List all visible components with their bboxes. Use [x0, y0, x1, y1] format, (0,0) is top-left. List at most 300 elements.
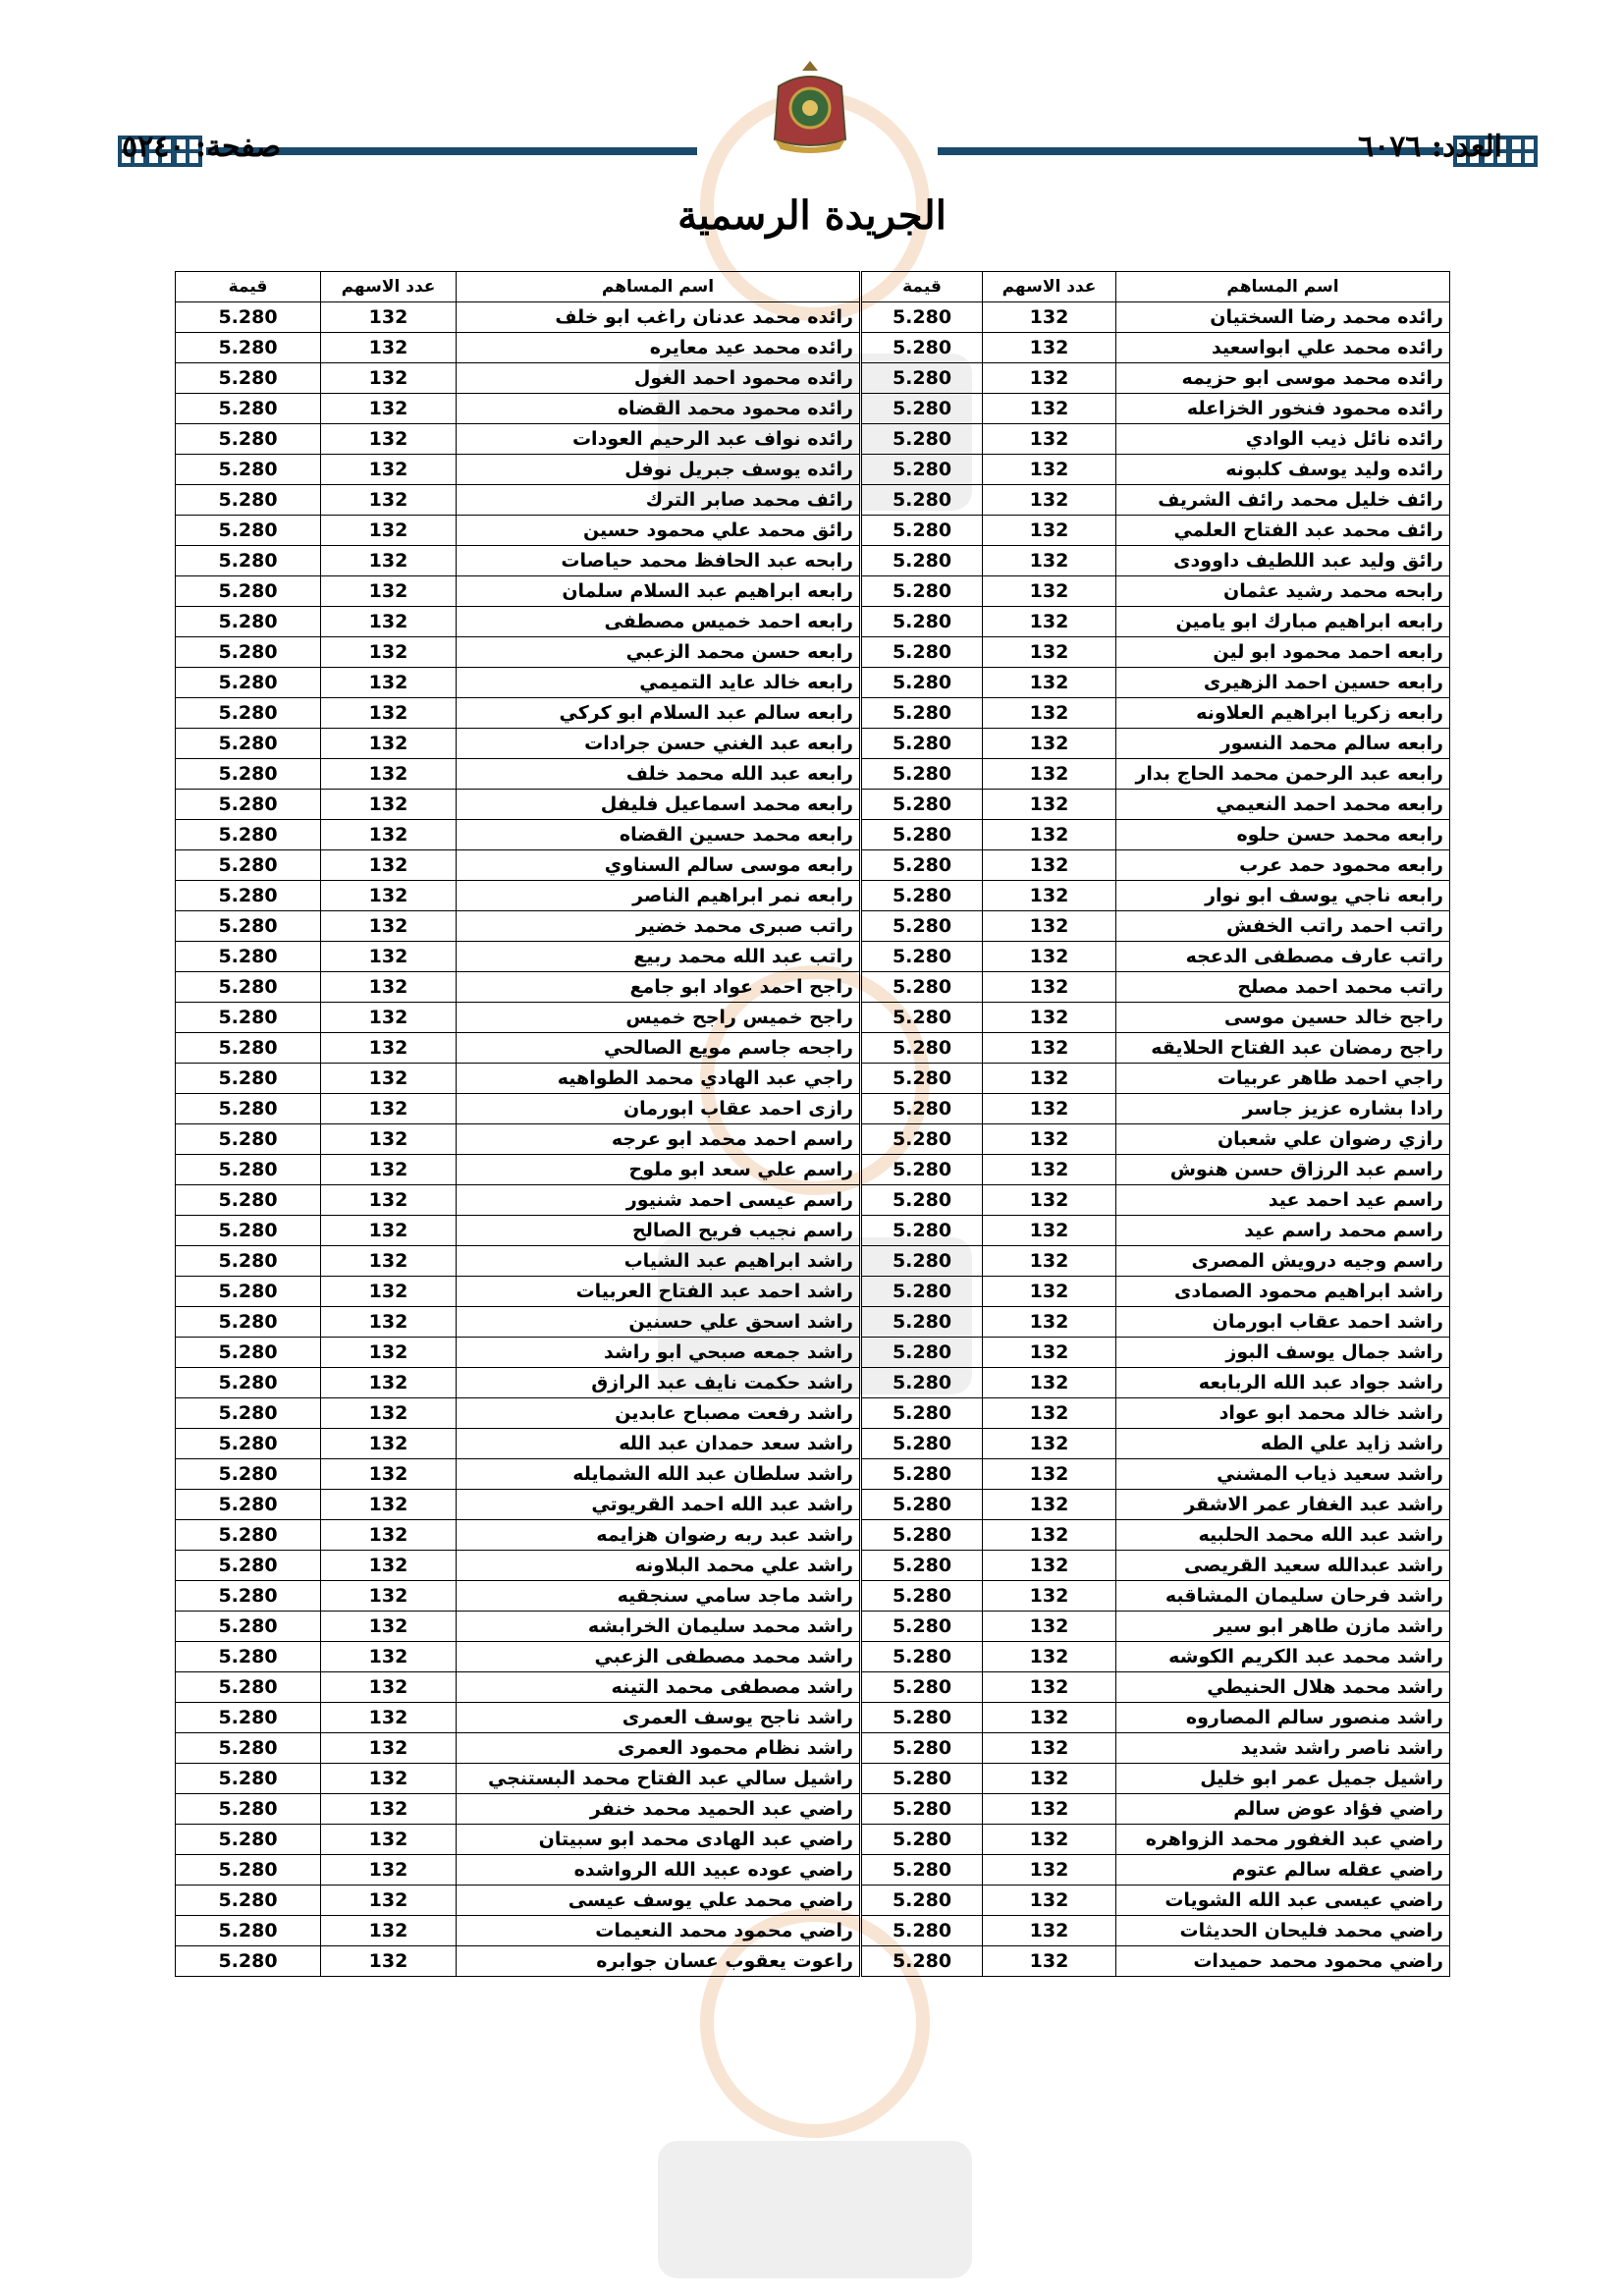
share-count: 132 [983, 1155, 1116, 1185]
share-count: 132 [321, 1612, 457, 1642]
share-count: 132 [983, 1094, 1116, 1124]
share-count: 132 [983, 546, 1116, 576]
share-value: 5.280 [861, 1459, 983, 1490]
share-value: 5.280 [176, 942, 321, 972]
shareholder-name: رابعه ابراهيم مبارك ابو يامين [1116, 607, 1450, 637]
table-row [176, 850, 1450, 881]
shareholder-name: راضي محمد علي يوسف عيسى [457, 1886, 861, 1916]
shareholder-name: رابعه زكريا ابراهيم العلاونه [1116, 698, 1450, 729]
share-count: 132 [983, 333, 1116, 363]
share-count: 132 [321, 1703, 457, 1733]
shareholder-name: رابعه عبد الرحمن محمد الحاج بدار [1116, 759, 1450, 790]
shareholder-name: راجي احمد طاهر عربيات [1116, 1064, 1450, 1094]
table-row [176, 881, 1450, 911]
table-row [176, 1672, 1450, 1703]
share-count: 132 [983, 1398, 1116, 1429]
shareholder-name: راشد رفعت مصباح عابدين [457, 1398, 861, 1429]
shareholder-name: رائف محمد صابر الترك [457, 485, 861, 516]
share-count: 132 [321, 1581, 457, 1612]
share-value: 5.280 [861, 1825, 983, 1855]
share-value: 5.280 [861, 394, 983, 424]
share-value: 5.280 [176, 1003, 321, 1033]
share-count: 132 [321, 820, 457, 850]
shareholder-name: راشد اسحق علي حسنين [457, 1307, 861, 1338]
shareholder-name: راسم محمد راسم عيد [1116, 1216, 1450, 1246]
share-value: 5.280 [176, 759, 321, 790]
share-value: 5.280 [861, 1733, 983, 1764]
share-count: 132 [321, 302, 457, 333]
table-row [176, 1277, 1450, 1307]
share-value: 5.280 [176, 1246, 321, 1277]
share-value: 5.280 [176, 1368, 321, 1398]
shareholder-name: راشد محمد سليمان الخرابشه [457, 1612, 861, 1642]
shareholder-name: راضي عبد الغفور محمد الزواهره [1116, 1825, 1450, 1855]
share-count: 132 [983, 1003, 1116, 1033]
shareholder-name: راجح خالد حسين موسى [1116, 1003, 1450, 1033]
share-value: 5.280 [861, 363, 983, 394]
share-value: 5.280 [861, 790, 983, 820]
table-row [176, 1216, 1450, 1246]
share-value: 5.280 [861, 1916, 983, 1946]
share-value: 5.280 [176, 698, 321, 729]
share-value: 5.280 [176, 1490, 321, 1520]
share-value: 5.280 [176, 972, 321, 1003]
share-value: 5.280 [176, 790, 321, 820]
shareholder-name: راشد علي محمد البلاونه [457, 1551, 861, 1581]
share-count: 132 [983, 1124, 1116, 1155]
share-value: 5.280 [861, 1946, 983, 1977]
share-value: 5.280 [176, 1307, 321, 1338]
shareholder-name: راتب عبد الله محمد ربيع [457, 942, 861, 972]
shareholder-name: راشد خالد محمد ابو عواد [1116, 1398, 1450, 1429]
share-count: 132 [321, 1490, 457, 1520]
share-value: 5.280 [861, 1581, 983, 1612]
shareholder-name: راجح خميس راجح خميس [457, 1003, 861, 1033]
share-count: 132 [983, 485, 1116, 516]
share-value: 5.280 [861, 911, 983, 942]
shareholder-name: راتب محمد احمد مصلح [1116, 972, 1450, 1003]
table-row [176, 1794, 1450, 1825]
shareholder-name: راسم عيد احمد عيد [1116, 1185, 1450, 1216]
share-value: 5.280 [176, 1155, 321, 1185]
shareholder-name: راشد محمد عبد الكريم الكوشه [1116, 1642, 1450, 1672]
table-row [176, 790, 1450, 820]
share-value: 5.280 [176, 576, 321, 607]
table-row [176, 1825, 1450, 1855]
share-value: 5.280 [861, 1246, 983, 1277]
share-count: 132 [321, 1520, 457, 1551]
table-row [176, 333, 1450, 363]
table-row [176, 1124, 1450, 1155]
table-row [176, 637, 1450, 668]
share-count: 132 [983, 1551, 1116, 1581]
shareholder-name: راشد جمعه صبحي ابو راشد [457, 1338, 861, 1368]
table-row [176, 1246, 1450, 1277]
share-value: 5.280 [861, 820, 983, 850]
shareholder-name: رابعه محمد اسماعيل فليفل [457, 790, 861, 820]
shareholder-name: راضي فؤاد عوض سالم [1116, 1794, 1450, 1825]
shareholder-name: راتب احمد راتب الخفش [1116, 911, 1450, 942]
share-value: 5.280 [861, 668, 983, 698]
share-value: 5.280 [176, 1398, 321, 1429]
shareholder-name: راضي عيسى عبد الله الشويات [1116, 1886, 1450, 1916]
share-value: 5.280 [861, 424, 983, 455]
share-count: 132 [321, 1886, 457, 1916]
shareholder-name: رابعه حسن محمد الزعبي [457, 637, 861, 668]
shareholder-name: راشيل جميل عمر ابو خليل [1116, 1764, 1450, 1794]
share-count: 132 [321, 1124, 457, 1155]
shareholder-name: رابعه سالم عبد السلام ابو كركي [457, 698, 861, 729]
share-count: 132 [321, 729, 457, 759]
share-count: 132 [321, 637, 457, 668]
shareholder-name: راشد ناجح يوسف العمرى [457, 1703, 861, 1733]
share-value: 5.280 [176, 1429, 321, 1459]
share-count: 132 [983, 1764, 1116, 1794]
share-value: 5.280 [176, 668, 321, 698]
table-row [176, 729, 1450, 759]
table-row [176, 1946, 1450, 1977]
share-count: 132 [983, 1886, 1116, 1916]
share-count: 132 [983, 942, 1116, 972]
table-row [176, 1307, 1450, 1338]
share-count: 132 [321, 790, 457, 820]
share-value: 5.280 [861, 1338, 983, 1368]
shareholder-name: راشد جمال يوسف البوز [1116, 1338, 1450, 1368]
share-count: 132 [321, 1459, 457, 1490]
share-count: 132 [983, 1946, 1116, 1977]
share-value: 5.280 [861, 1886, 983, 1916]
share-count: 132 [983, 1033, 1116, 1064]
shareholder-name: رازى احمد عقاب ابورمان [457, 1094, 861, 1124]
share-value: 5.280 [861, 1155, 983, 1185]
share-value: 5.280 [861, 1490, 983, 1520]
share-value: 5.280 [861, 1003, 983, 1033]
share-count: 132 [321, 363, 457, 394]
table-row [176, 607, 1450, 637]
share-value: 5.280 [861, 1703, 983, 1733]
share-count: 132 [321, 1825, 457, 1855]
table-row [176, 1855, 1450, 1886]
share-value: 5.280 [176, 1581, 321, 1612]
table-row [176, 1094, 1450, 1124]
share-count: 132 [321, 516, 457, 546]
shareholder-name: راسم عيسى احمد شنيور [457, 1185, 861, 1216]
shareholder-name: رابعه نمر ابراهيم الناصر [457, 881, 861, 911]
shareholder-name: راعوت يعقوب عسان جوابره [457, 1946, 861, 1977]
share-count: 132 [321, 424, 457, 455]
shareholder-name: راسم عبد الرزاق حسن هنوش [1116, 1155, 1450, 1185]
shareholder-name: راشيل سالي عبد الفتاح محمد البستنجي [457, 1764, 861, 1794]
shareholder-name: راشد عبد ربه رضوان هزايمه [457, 1520, 861, 1551]
table-row [176, 820, 1450, 850]
table-row [176, 1886, 1450, 1916]
share-count: 132 [321, 942, 457, 972]
share-value: 5.280 [861, 1033, 983, 1064]
share-count: 132 [983, 516, 1116, 546]
share-value: 5.280 [861, 302, 983, 333]
share-count: 132 [983, 1338, 1116, 1368]
share-count: 132 [983, 424, 1116, 455]
shareholder-name: راشد سلطان عبد الله الشمايله [457, 1459, 861, 1490]
table-row [176, 1155, 1450, 1185]
share-count: 132 [983, 698, 1116, 729]
shareholder-name: راشد عبد الله احمد القريوتي [457, 1490, 861, 1520]
shareholder-name: راسم علي سعد ابو ملوح [457, 1155, 861, 1185]
share-count: 132 [321, 698, 457, 729]
shareholder-name: راشد مصطفى محمد التينه [457, 1672, 861, 1703]
shareholder-name: رائده محمد عيد معايره [457, 333, 861, 363]
shareholder-name: رادا بشاره عزيز جاسر [1116, 1094, 1450, 1124]
share-count: 132 [983, 1825, 1116, 1855]
table-row [176, 516, 1450, 546]
shareholder-name: راشد عبد الغفار عمر الاشقر [1116, 1490, 1450, 1520]
shareholder-name: رائده يوسف جبريل نوفل [457, 455, 861, 485]
share-count: 132 [321, 1764, 457, 1794]
share-value: 5.280 [861, 1185, 983, 1216]
share-count: 132 [321, 1916, 457, 1946]
share-count: 132 [983, 302, 1116, 333]
share-value: 5.280 [176, 516, 321, 546]
col-header-name: اسم المساهم [457, 272, 861, 302]
shareholder-name: راشد عبد الله محمد الحلبيه [1116, 1520, 1450, 1551]
share-count: 132 [321, 394, 457, 424]
share-count: 132 [321, 1246, 457, 1277]
shareholder-name: رائده وليد يوسف كلبونه [1116, 455, 1450, 485]
shareholder-name: رابعه محمد حسين القضاه [457, 820, 861, 850]
share-value: 5.280 [176, 394, 321, 424]
share-value: 5.280 [861, 1551, 983, 1581]
shareholder-name: رابعه ابراهيم عبد السلام سلمان [457, 576, 861, 607]
share-count: 132 [983, 1368, 1116, 1398]
share-count: 132 [321, 1642, 457, 1672]
share-count: 132 [321, 1216, 457, 1246]
share-count: 132 [983, 1916, 1116, 1946]
issue-number: العدد: ٦٠٧٦ [1357, 130, 1502, 164]
share-value: 5.280 [176, 1703, 321, 1733]
share-count: 132 [321, 668, 457, 698]
share-count: 132 [983, 1612, 1116, 1642]
share-value: 5.280 [861, 1094, 983, 1124]
share-value: 5.280 [861, 1520, 983, 1551]
shareholder-name: راشد عبدالله سعيد القريصى [1116, 1551, 1450, 1581]
share-count: 132 [983, 1216, 1116, 1246]
share-value: 5.280 [861, 881, 983, 911]
share-value: 5.280 [861, 1124, 983, 1155]
share-value: 5.280 [861, 1764, 983, 1794]
shareholder-name: رابعه احمد محمود ابو لين [1116, 637, 1450, 668]
share-count: 132 [321, 1064, 457, 1094]
table-row [176, 698, 1450, 729]
shareholder-name: رابعه سالم محمد النسور [1116, 729, 1450, 759]
share-value: 5.280 [176, 1825, 321, 1855]
shareholder-name: راشد فرحان سليمان المشاقبه [1116, 1581, 1450, 1612]
share-count: 132 [321, 333, 457, 363]
shareholder-name: راشد حكمت نايف عبد الرازق [457, 1368, 861, 1398]
share-value: 5.280 [861, 1429, 983, 1459]
share-count: 132 [321, 1277, 457, 1307]
shareholder-name: راضي عبد الحميد محمد خنفر [457, 1794, 861, 1825]
share-value: 5.280 [861, 333, 983, 363]
table-row [176, 1916, 1450, 1946]
table-row [176, 1398, 1450, 1429]
shareholder-name: راتب عارف مصطفى الدعجه [1116, 942, 1450, 972]
shareholder-name: راشد سعد حمدان عبد الله [457, 1429, 861, 1459]
share-count: 132 [983, 790, 1116, 820]
share-count: 132 [321, 1855, 457, 1886]
share-count: 132 [983, 759, 1116, 790]
shareholder-name: رابعه عبد الله محمد خلف [457, 759, 861, 790]
share-value: 5.280 [176, 607, 321, 637]
shareholder-name: رازي رضوان علي شعبان [1116, 1124, 1450, 1155]
share-count: 132 [321, 1003, 457, 1033]
share-value: 5.280 [861, 1368, 983, 1398]
shareholder-name: راشد محمد مصطفى الزعبي [457, 1642, 861, 1672]
share-value: 5.280 [861, 972, 983, 1003]
share-count: 132 [983, 911, 1116, 942]
share-count: 132 [321, 1733, 457, 1764]
share-value: 5.280 [176, 1672, 321, 1703]
shareholder-name: رائده محمد رضا السختيان [1116, 302, 1450, 333]
share-count: 132 [983, 1246, 1116, 1277]
shareholder-name: رائف خليل محمد رائف الشريف [1116, 485, 1450, 516]
share-count: 132 [321, 1185, 457, 1216]
col-header-value: قيمة [176, 272, 321, 302]
shareholders-table [175, 271, 1450, 1977]
col-header-name: اسم المساهم [1116, 272, 1450, 302]
share-value: 5.280 [861, 1672, 983, 1703]
share-count: 132 [321, 546, 457, 576]
share-value: 5.280 [861, 485, 983, 516]
table-row [176, 1551, 1450, 1581]
share-value: 5.280 [176, 1642, 321, 1672]
table-row [176, 576, 1450, 607]
share-count: 132 [983, 1459, 1116, 1490]
share-value: 5.280 [861, 455, 983, 485]
share-value: 5.280 [861, 1307, 983, 1338]
share-count: 132 [321, 1398, 457, 1429]
share-count: 132 [321, 576, 457, 607]
shareholder-name: رائده محمود احمد الغول [457, 363, 861, 394]
shareholder-name: رائده محمد موسى ابو حزيمه [1116, 363, 1450, 394]
shareholder-name: راشد نظام محمود العمرى [457, 1733, 861, 1764]
shareholder-name: راسم احمد محمد ابو عرجه [457, 1124, 861, 1155]
share-count: 132 [983, 850, 1116, 881]
shareholder-name: راشد احمد عبد الفتاح العربيات [457, 1277, 861, 1307]
share-value: 5.280 [176, 1551, 321, 1581]
shareholder-name: رابعه محمود حمد عرب [1116, 850, 1450, 881]
share-count: 132 [321, 1155, 457, 1185]
share-value: 5.280 [861, 1398, 983, 1429]
share-count: 132 [983, 576, 1116, 607]
share-count: 132 [983, 1064, 1116, 1094]
share-value: 5.280 [176, 1764, 321, 1794]
shareholder-name: رابعه عبد الغني حسن جرادات [457, 729, 861, 759]
col-header-shares: عدد الاسهم [321, 272, 457, 302]
shareholder-name: راسم وجيه درويش المصرى [1116, 1246, 1450, 1277]
table-row [176, 759, 1450, 790]
shareholder-name: راتب صبرى محمد خضير [457, 911, 861, 942]
shareholder-name: راضي محمد فليحان الحديثات [1116, 1916, 1450, 1946]
share-value: 5.280 [861, 607, 983, 637]
share-count: 132 [321, 1338, 457, 1368]
share-value: 5.280 [176, 1459, 321, 1490]
page-number: صفحة: ٥٢٤٠ [122, 130, 282, 164]
table-row [176, 363, 1450, 394]
share-count: 132 [983, 1855, 1116, 1886]
share-value: 5.280 [176, 1033, 321, 1064]
shareholder-name: راشد جواد عبد الله الربابعه [1116, 1368, 1450, 1398]
table-row [176, 1033, 1450, 1064]
share-value: 5.280 [861, 516, 983, 546]
share-value: 5.280 [861, 1612, 983, 1642]
share-count: 132 [321, 972, 457, 1003]
shareholder-name: راضي محمود محمد النعيمات [457, 1916, 861, 1946]
shareholder-name: راشد محمد هلال الحنيطي [1116, 1672, 1450, 1703]
table-row [176, 1581, 1450, 1612]
table-row [176, 1490, 1450, 1520]
shareholder-name: راجح رمضان عبد الفتاح الحلايقه [1116, 1033, 1450, 1064]
shareholder-name: راضي عقله سالم عتوم [1116, 1855, 1450, 1886]
share-count: 132 [983, 637, 1116, 668]
share-value: 5.280 [861, 546, 983, 576]
share-count: 132 [983, 1794, 1116, 1825]
shareholder-name: رائف محمد عبد الفتاح العلمي [1116, 516, 1450, 546]
shareholder-name: رابعه موسى سالم السناوي [457, 850, 861, 881]
share-value: 5.280 [176, 1216, 321, 1246]
share-count: 132 [983, 1490, 1116, 1520]
table-row [176, 1612, 1450, 1642]
table-row [176, 455, 1450, 485]
share-count: 132 [321, 1368, 457, 1398]
share-value: 5.280 [176, 1064, 321, 1094]
shareholder-name: راجحه جاسم مويع الصالحي [457, 1033, 861, 1064]
shareholder-name: راضي عوده عبيد الله الرواشده [457, 1855, 861, 1886]
share-count: 132 [321, 485, 457, 516]
table-row [176, 668, 1450, 698]
shareholder-name: رائده محمد علي ابواسعيد [1116, 333, 1450, 363]
share-value: 5.280 [861, 637, 983, 668]
share-value: 5.280 [176, 1946, 321, 1977]
share-value: 5.280 [861, 1277, 983, 1307]
shareholder-name: رائده نواف عبد الرحيم العودات [457, 424, 861, 455]
share-value: 5.280 [861, 729, 983, 759]
share-value: 5.280 [861, 1216, 983, 1246]
shareholder-name: راشد احمد عقاب ابورمان [1116, 1307, 1450, 1338]
share-count: 132 [983, 881, 1116, 911]
table-header-row [176, 272, 1450, 302]
coat-of-arms-icon [761, 57, 859, 155]
shareholder-name: رابعه احمد خميس مصطفى [457, 607, 861, 637]
table-row [176, 911, 1450, 942]
share-count: 132 [321, 759, 457, 790]
shareholder-name: رابحه محمد رشيد عثمان [1116, 576, 1450, 607]
shareholder-name: رابعه محمد حسن حلوه [1116, 820, 1450, 850]
table-row [176, 1733, 1450, 1764]
table-row [176, 1185, 1450, 1216]
table-row [176, 302, 1450, 333]
shareholder-name: راشد ماجد سامي سنجقيه [457, 1581, 861, 1612]
table-row [176, 1064, 1450, 1094]
share-count: 132 [983, 1672, 1116, 1703]
shareholder-name: رابعه ناجي يوسف ابو نوار [1116, 881, 1450, 911]
share-count: 132 [983, 1277, 1116, 1307]
share-count: 132 [321, 1794, 457, 1825]
share-value: 5.280 [176, 1855, 321, 1886]
share-count: 132 [983, 363, 1116, 394]
table-row [176, 1368, 1450, 1398]
share-count: 132 [983, 972, 1116, 1003]
share-value: 5.280 [176, 1520, 321, 1551]
